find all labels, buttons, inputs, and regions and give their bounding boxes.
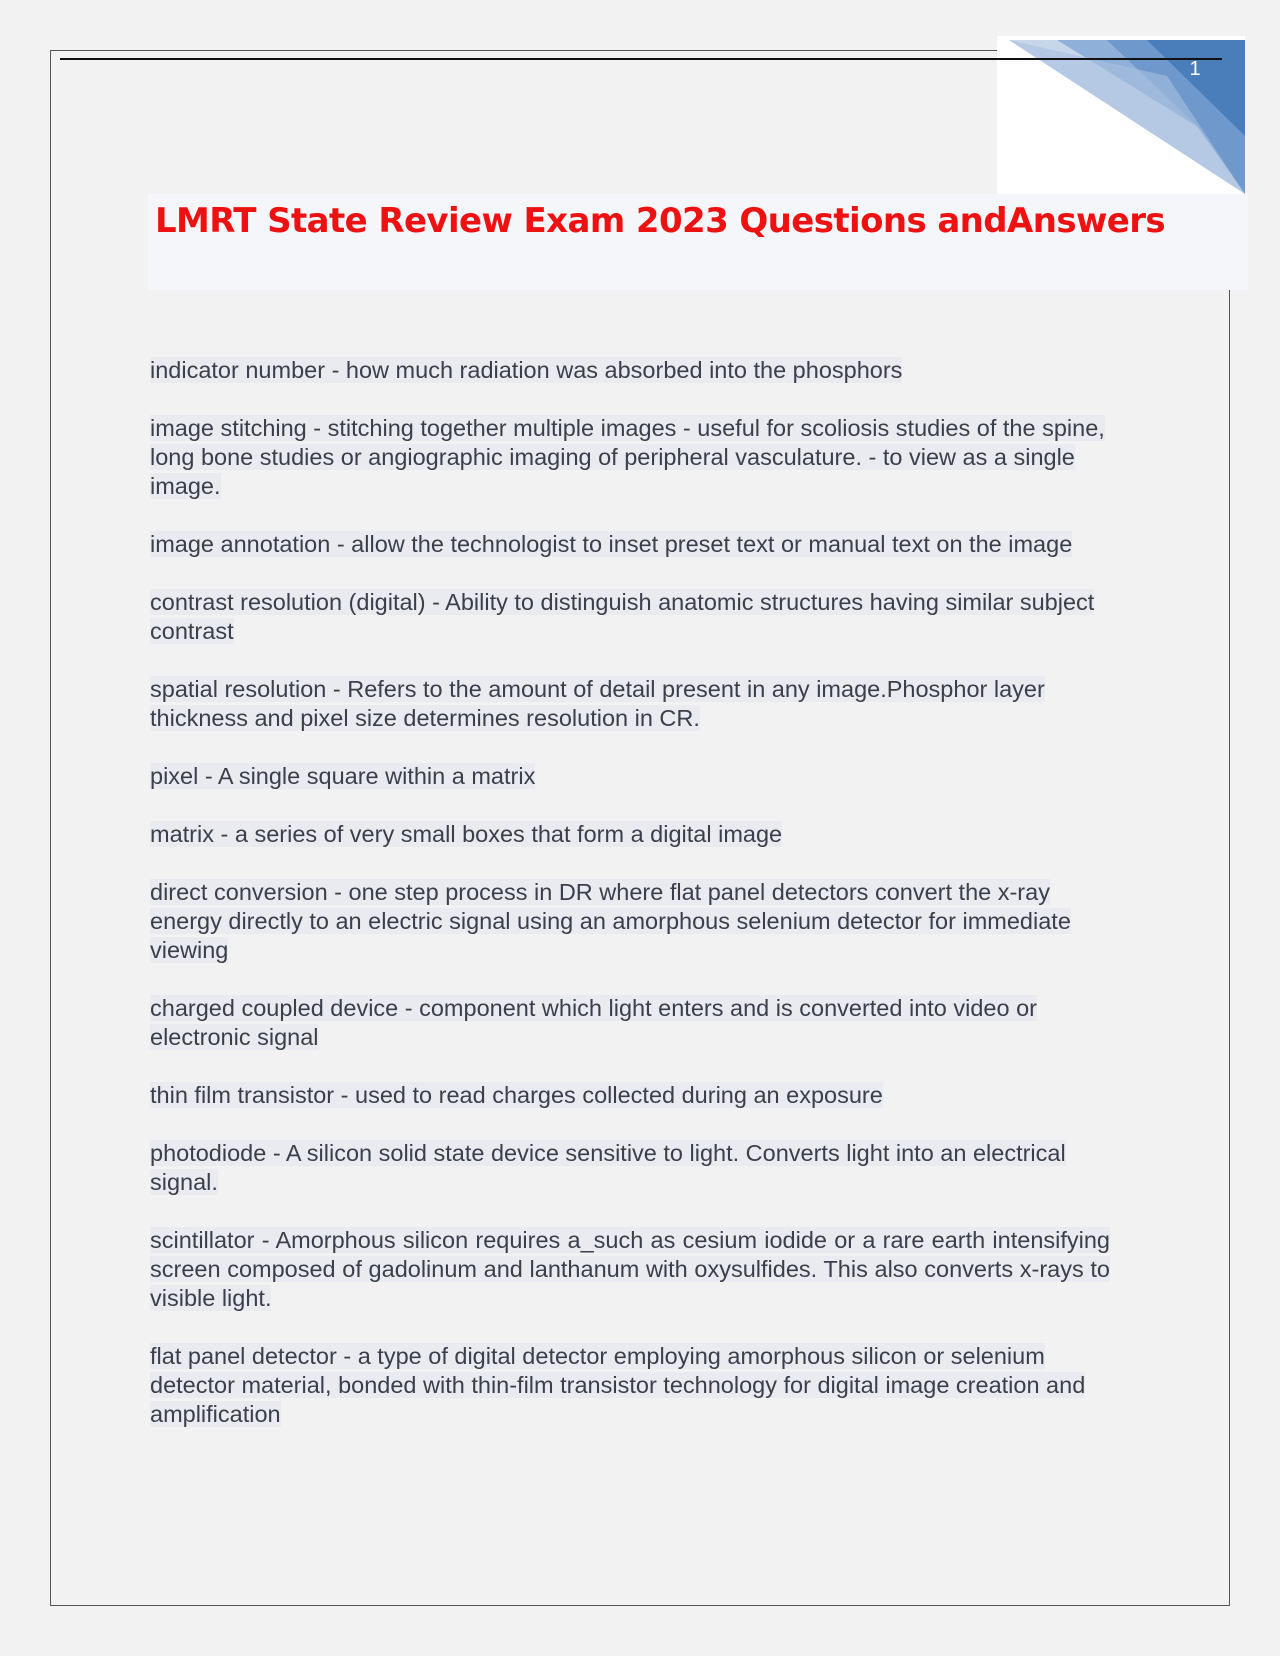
entry-text: direct conversion - one step process in DR where flat panel detectors convert the x-ray energy directly to an electric signal using an amorphous selenium detector for immediate viewing bbox=[150, 879, 1071, 963]
list-item bbox=[150, 530, 1110, 559]
entry-text: image annotation - allow the technologist to inset preset text or manual text on the image bbox=[150, 531, 1073, 557]
header-rule bbox=[60, 58, 1222, 60]
entry-text: pixel - A single square within a matrix bbox=[150, 763, 536, 789]
entry-text: thin film transistor - used to read charges collected during an exposure bbox=[150, 1082, 883, 1108]
list-item bbox=[150, 762, 1110, 791]
entry-text: spatial resolution - Refers to the amount of detail present in any image.Phosphor layer thickness and pixel size determines resolution in CR. bbox=[150, 676, 1045, 731]
list-item bbox=[150, 878, 1110, 965]
list-item bbox=[150, 820, 1110, 849]
list-item bbox=[150, 1342, 1110, 1429]
list-item bbox=[150, 1226, 1110, 1313]
list-item bbox=[150, 1139, 1110, 1197]
page-number: 1 bbox=[1189, 58, 1201, 80]
entry-text: scintillator - Amorphous silicon requires a_such as cesium iodide or a rare earth intensifying screen composed of gadolinum and lanthanum with oxysulfides. This also converts x-rays to visible light. bbox=[150, 1227, 1110, 1311]
list-item bbox=[150, 994, 1110, 1052]
entry-text: photodiode - A silicon solid state device sensitive to light. Converts light into an electrical signal. bbox=[150, 1140, 1066, 1195]
entry-text: matrix - a series of very small boxes that form a digital image bbox=[150, 821, 783, 847]
list-item bbox=[150, 675, 1110, 733]
list-item bbox=[150, 588, 1110, 646]
list-item bbox=[150, 1081, 1110, 1110]
document-title: LMRT State Review Exam 2023 Questions andAnswers bbox=[154, 201, 1166, 241]
entries-list bbox=[150, 356, 1110, 1458]
entry-text: charged coupled device - component which light enters and is converted into video or electronic signal bbox=[150, 995, 1037, 1050]
entry-text: contrast resolution (digital) - Ability to distinguish anatomic structures having similar subject contrast bbox=[150, 589, 1095, 644]
list-item bbox=[150, 414, 1110, 501]
entry-text: flat panel detector - a type of digital detector employing amorphous silicon or selenium detector material, bonded with thin-film transistor technology for digital image creation and amplification bbox=[150, 1343, 1086, 1427]
list-item bbox=[150, 356, 1110, 385]
entry-text: indicator number - how much radiation was absorbed into the phosphors bbox=[150, 357, 903, 383]
entry-text: image stitching - stitching together multiple images - useful for scoliosis studies of the spine, long bone studies or angiographic imaging of peripheral vasculature. - to view as a single image. bbox=[150, 415, 1105, 499]
